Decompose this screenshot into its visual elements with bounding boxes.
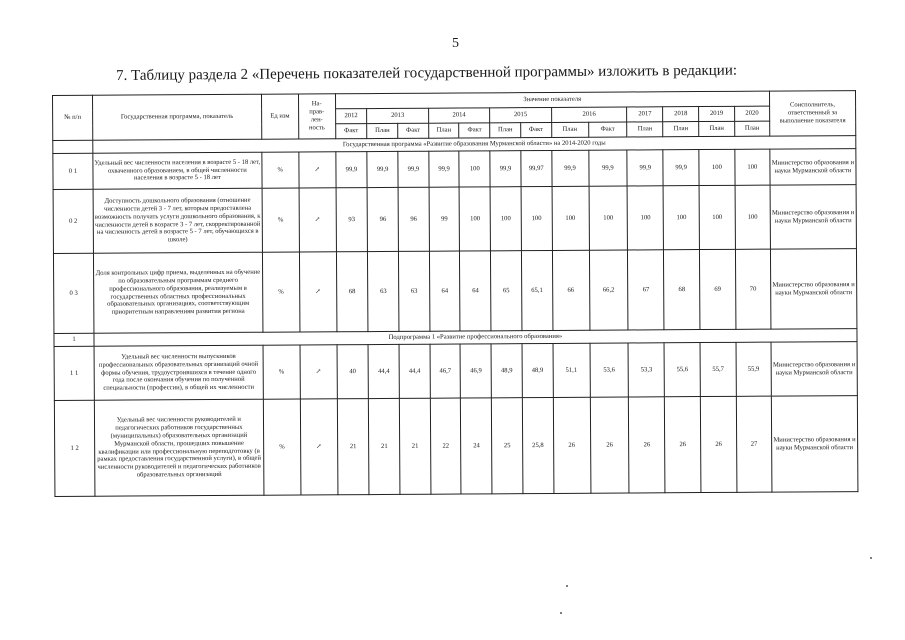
value-cell: 64 [429,251,460,331]
executor-cell: Министерство образования и науки Мурманской области [770,249,857,330]
value-cell: 67 [628,250,664,330]
table-row [53,149,856,190]
header-plan-fact: План [663,122,699,137]
value-cell: 99,9 [398,151,429,187]
executor-cell: Министерство образования и науки Мурманской области [770,185,856,250]
value-cell: 100 [589,186,628,250]
value-cell: 70 [735,249,770,329]
header-year: 2012 [335,109,367,124]
header-unit: Ед изм [261,94,298,139]
value-cell: 100 [460,187,491,251]
header-plan-fact: Факт [335,124,367,139]
value-cell: 100 [735,185,770,249]
table-row [54,342,857,401]
value-cell: 25,8 [522,397,553,493]
value-cell: 55,9 [736,342,771,396]
row-num: 0 2 [53,189,93,253]
value-cell: 93 [336,188,368,252]
direction-arrow-icon: ↗ [299,252,336,332]
value-cell: 26 [665,397,701,493]
header-plan-fact: План [699,121,735,136]
value-cell: 66,2 [589,250,628,330]
value-cell: 65,1 [521,250,552,330]
row-num: 0 3 [53,253,93,333]
header-value-group: Значение показателя [335,91,769,109]
direction-arrow-icon: ↗ [300,399,337,495]
unit-cell: % [262,152,299,188]
value-cell: 69 [700,249,736,329]
page-heading: 7. Таблицу раздела 2 «Перечень показателей государственной программы» изложить в редакции: [116,62,738,84]
value-cell: 63 [368,251,399,331]
unit-cell: % [262,188,299,252]
value-cell: 99,97 [521,150,552,186]
section-title: Государственная программа «Развитие образования Мурманской области» на 2014-2020 годы [93,136,856,154]
value-cell: 40 [337,345,369,399]
value-cell: 65 [491,251,522,331]
indicator-name: Доля контрольных цифр приема, выделенных на обучение по образовательным программам среднего профессионального образования, реализуемым в государственных областных профессиональных образовательных организациях, соответствующим приоритетным направлениям развития региона [93,252,262,333]
executor-cell: Министерство образования и науки Мурманской области [771,342,857,397]
value-cell: 26 [700,396,736,492]
indicator-name: Удельный вес численности руководителей и педагогических работников государственных (муниципальных) образовательных организаций Мурманской области, прошедших повышение квалификации или профессиональную переподготовку (в рамках предоставления государственной услуги), в общей численности руководителей и педагогических работников образовательных организаций [94,399,264,496]
value-cell: 99,9 [429,151,460,187]
value-cell: 21 [369,398,400,494]
header-year: 2013 [367,108,429,123]
header-plan-fact: План [551,122,588,137]
value-cell: 55,6 [664,343,700,397]
unit-cell: % [263,399,300,495]
value-cell: 24 [461,398,492,494]
value-cell: 100 [699,185,735,249]
value-cell: 100 [627,186,663,250]
header-year: 2015 [490,107,552,122]
value-cell: 64 [460,251,491,331]
header-plan-fact: Факт [398,123,429,138]
table-row [53,185,856,254]
row-num: 0 1 [53,153,93,189]
value-cell: 96 [367,187,398,251]
header-name: Государственная программа, показатель [92,94,261,140]
value-cell: 100 [663,186,699,250]
value-cell: 46,7 [430,344,461,398]
value-cell: 99,9 [663,150,699,186]
value-cell: 21 [337,399,369,495]
value-cell: 63 [399,251,430,331]
indicator-name: Удельный вес численности выпускников профессиональных образовательных организаций очной формы обучения, трудоустроившихся в течение одного года после окончания обучения по полученной специальности (профессии), в общей их численности [94,345,263,400]
value-cell: 100 [459,151,490,187]
unit-cell: % [263,345,300,399]
scan-speck [560,612,562,614]
header-year: 2014 [428,108,490,123]
header-year: 2020 [734,106,769,121]
value-cell: 53,3 [628,343,664,397]
value-cell: 99,9 [627,150,663,186]
table-row [54,396,858,497]
value-cell: 48,9 [491,344,522,398]
table-row [53,249,856,334]
value-cell: 66 [552,250,589,330]
value-cell: 26 [629,397,665,493]
value-cell: 68 [664,250,700,330]
header-plan-fact: План [627,122,663,137]
page-number: 5 [452,36,459,51]
indicator-name: Удельный вес численности населения в возрасте 5 - 18 лет, охваченного образованием, в общей численности населения в возрасте 5 - 18 лет [93,152,262,189]
value-cell: 100 [521,186,552,250]
header-plan-fact: План [735,121,770,136]
header-plan-fact: Факт [521,122,552,137]
direction-arrow-icon: ↗ [299,188,336,252]
row-num: 1 2 [54,400,95,496]
row-num: 1 1 [54,346,94,400]
value-cell: 44,4 [368,344,399,398]
value-cell: 27 [736,396,772,492]
value-cell: 55,7 [700,342,736,396]
header-plan-fact: Факт [459,123,490,138]
header-year: 2019 [699,106,735,121]
executor-cell: Министерство образования и науки Мурманской области [771,396,858,493]
section-num [53,140,93,153]
value-cell: 100 [699,149,735,185]
value-cell: 99,9 [335,152,367,188]
unit-cell: % [262,252,299,332]
value-cell: 100 [490,187,521,251]
header-year: 2018 [663,107,699,122]
direction-arrow-icon: ↗ [300,345,337,399]
value-cell: 44,4 [399,344,430,398]
header-executor: Соисполнитель, ответственный за выполнение показателя [769,91,855,137]
indicators-table [52,90,858,497]
value-cell: 21 [399,398,430,494]
header-year: 2017 [627,107,663,122]
indicator-name: Доступность дошкольного образования (отношение численности детей 3 - 7 лет, которым предоставлена возможность получать услуги дошкольного образования, к численности детей в возрасте 3 - 7 лет, скорректированной на численность детей в возрасте 5 - 7 лет, обучающихся в школе) [93,188,262,253]
value-cell: 26 [590,397,629,493]
value-cell: 99,9 [551,150,588,186]
header-plan-fact: План [428,123,459,138]
direction-arrow-icon: ↗ [299,152,336,188]
value-cell: 51,1 [553,343,590,397]
header-num: № п/п [53,95,93,140]
value-cell: 99 [429,187,460,251]
header-year: 2016 [551,107,627,122]
value-cell: 53,6 [590,343,629,397]
value-cell: 100 [735,149,770,185]
section-num: 1 [54,333,94,346]
value-cell: 26 [553,397,590,493]
value-cell: 96 [398,187,429,251]
executor-cell: Министерство образования и науки Мурманской области [770,149,856,186]
value-cell: 48,9 [522,343,553,397]
header-direction: На- прав- лен- ность [298,94,335,139]
header-plan-fact: План [367,123,398,138]
header-plan-fact: Факт [588,122,627,137]
scan-speck [566,585,568,587]
value-cell: 100 [552,186,589,250]
value-cell: 68 [336,252,368,332]
scan-speck [870,557,872,559]
value-cell: 22 [430,398,461,494]
value-cell: 99,9 [588,150,627,186]
value-cell: 25 [492,398,523,494]
value-cell: 99,9 [367,151,398,187]
section-title: Подпрограмма 1 «Развитие профессионального образования» [94,329,857,347]
value-cell: 99,9 [490,151,521,187]
header-plan-fact: План [490,123,521,138]
value-cell: 46,9 [461,344,492,398]
